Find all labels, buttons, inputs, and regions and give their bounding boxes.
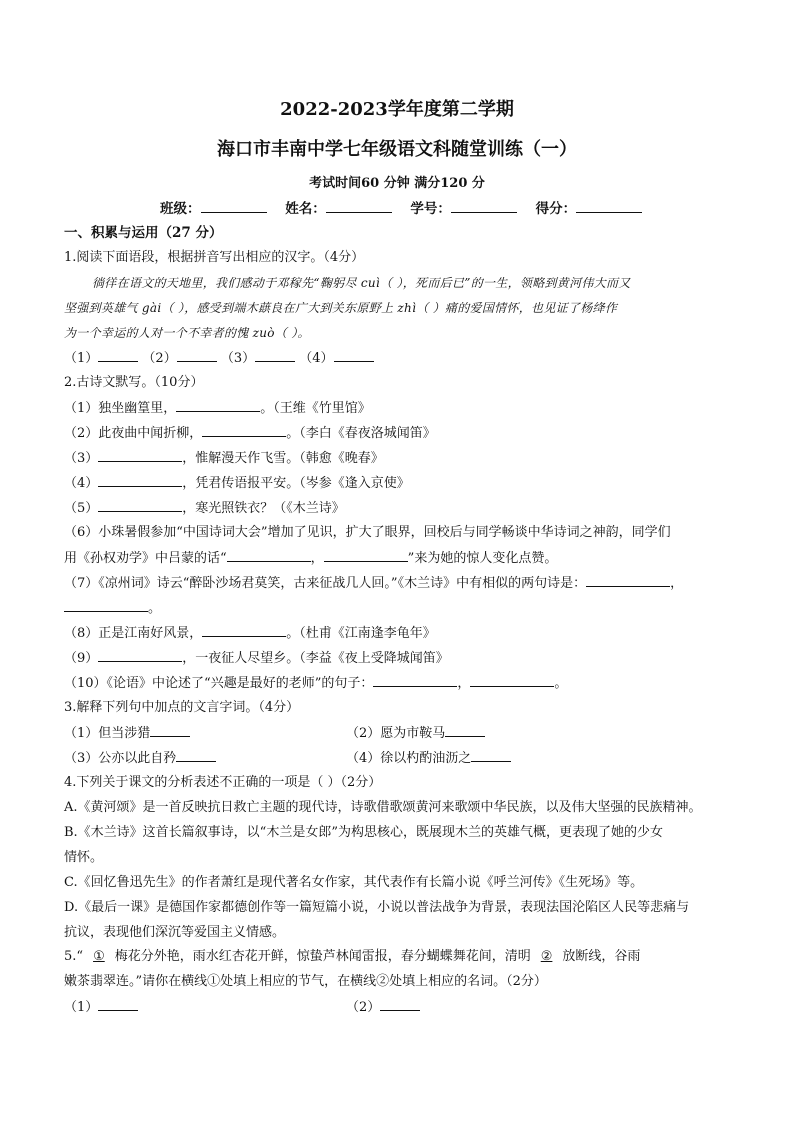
q2-item-text: ， [670, 576, 684, 591]
student-info-fields [160, 200, 656, 218]
q2-item-text: 用《孙权劝学》中吕蒙的话“ [64, 551, 227, 566]
q5-blank-1[interactable]: ① [93, 949, 105, 964]
q2-item6-text: （6）小珠暑假参加“中国诗词大会”增加了见识，扩大了眼界，回校后与同学畅谈中华诗词之神韵，同学们 [64, 525, 671, 540]
q2-item-text: ，寒光照铁衣？（《木兰诗》 [182, 501, 345, 516]
exam-title-school: 海口市丰南中学七年级语文科随堂训练（一） [217, 139, 577, 160]
q2-answer-blank[interactable] [98, 649, 182, 662]
q1-answer-blank[interactable] [98, 349, 138, 362]
q2-item [64, 649, 449, 668]
q2-item-text: ，一夜征人尽望乡。（李益《夜上受降城闻笛》 [182, 651, 449, 666]
class-label: 班级： [160, 201, 201, 217]
q2-answer-blank[interactable] [586, 574, 670, 587]
name-blank[interactable] [326, 200, 392, 213]
class-blank[interactable] [201, 200, 267, 213]
q5-blank-2[interactable]: ② [540, 949, 553, 964]
score-label: 得分： [535, 201, 577, 217]
q2-item [64, 624, 436, 643]
q2-item [64, 424, 436, 443]
q1-passage-line: 坚强到英雄气 gài（ ），感受到端木蕻良在广大到关东原野上 zhì（ ）痛的爱国情怀，也见证了杨绛作 [64, 301, 618, 315]
q2-item-text: （7）《凉州词》诗云“醉卧沙场君莫笑，古来征战几人回。”《木兰诗》中有相似的两句诗是： [64, 576, 587, 591]
q3-item [346, 749, 511, 768]
q2-item7-line2 [64, 599, 161, 618]
exam-title-year: 2022-2023学年度第二学期 [280, 99, 514, 120]
q1-blank-label: （2） [142, 351, 177, 366]
q5-blank-label: （1） [64, 1000, 99, 1015]
q1-answer-blank[interactable] [255, 349, 295, 362]
q2-answer-blank[interactable] [227, 549, 311, 562]
q1-blank-label: （4） [299, 351, 334, 366]
q5-line2: 嫩茶翡翠连。”请你在横线①处填上相应的节气，在横线②处填上相应的名词。（2分） [64, 974, 547, 989]
q1-answer-blank[interactable] [177, 349, 217, 362]
q2-item-text: ”来为她的惊人变化点赞。 [407, 551, 558, 566]
score-blank[interactable] [576, 200, 642, 213]
q2-answer-blank[interactable] [98, 499, 182, 512]
q2-item [64, 474, 410, 493]
q2-item [64, 499, 345, 518]
exam-info: 考试时间60 分钟 满分120 分 [309, 176, 485, 191]
q3-answer-blank[interactable] [471, 749, 511, 762]
q2-answer-blank[interactable] [373, 674, 457, 687]
q2-answer-blank[interactable] [98, 474, 182, 487]
q3-item-text: （2）愿为市鞍马 [346, 726, 446, 741]
q1-blank-label: （1） [64, 351, 99, 366]
q2-item [64, 399, 371, 418]
q2-item-text: （3） [64, 451, 99, 466]
q3-item [64, 724, 190, 743]
q2-item-text: ， [457, 676, 471, 691]
q2-answer-blank[interactable] [64, 599, 148, 612]
q2-item-text: ， [310, 551, 324, 566]
q3-answer-blank[interactable] [150, 724, 190, 737]
q2-item-text: 。（王维《竹里馆》 [260, 401, 371, 416]
q2-answer-blank[interactable] [324, 549, 408, 562]
student-id-blank[interactable] [451, 200, 517, 213]
q3-item [64, 749, 216, 768]
q2-item [64, 449, 384, 468]
q4-option-d[interactable]: D.《最后一课》是德国作家都德创作等一篇短篇小说，小说以普法战争为背景，表现法国沦陷区人民等悲痛与 [64, 900, 690, 915]
q3-stem: 3.解释下列句中加点的文言字词。（4分） [64, 700, 300, 715]
q3-item-text: （4）徐以杓酌油沥之 [346, 751, 472, 766]
q2-item-text: （10）《论语》中论述了“兴趣是最好的老师”的句子： [64, 676, 374, 691]
q3-answer-blank[interactable] [176, 749, 216, 762]
q2-answer-blank[interactable] [202, 624, 286, 637]
q2-answer-blank[interactable] [470, 674, 554, 687]
q5-text: 放断线，谷雨 [562, 949, 641, 964]
q4-option-c[interactable]: C.《回忆鲁迅先生》的作者萧红是现代著名女作家，其代表作有长篇小说《呼兰河传》《生死场》等。 [64, 875, 644, 890]
q5-answer-blank[interactable] [98, 998, 138, 1011]
q5-answer-blank[interactable] [380, 998, 420, 1011]
section-heading: 一、积累与运用（27 分） [64, 225, 223, 241]
q2-item-text: （9） [64, 651, 99, 666]
q5-answer [64, 998, 138, 1017]
q3-item-text: （3）公亦以此自矜 [64, 751, 177, 766]
name-label: 姓名： [285, 201, 326, 217]
q5-blank-label: （2） [346, 1000, 381, 1015]
q2-item-text: 。 [148, 601, 162, 616]
q3-answer-blank[interactable] [445, 724, 485, 737]
q2-item-text: （8）正是江南好风景， [64, 626, 203, 641]
q1-passage-line: 徜徉在语文的天地里，我们感动于邓稼先“鞠躬尽 cuì（ ），死而后已”的一生，领略到黄河伟大而又 [92, 276, 631, 290]
q2-item6-line2 [64, 549, 557, 568]
q4-option-d-cont: 抗议，表现他们深沉等爱国主义情感。 [64, 925, 286, 940]
q2-item-text: （5） [64, 501, 99, 516]
q2-item [64, 674, 567, 693]
q4-option-b-cont: 情怀。 [64, 850, 104, 865]
q5-text: 梅花分外艳，雨水红杏花开鲜，惊蛰芦林闻雷报，春分蝴蝶舞花间，清明 [114, 949, 531, 964]
q4-stem: 4.下列关于课文的分析表述不正确的一项是（ ）（2分） [64, 775, 382, 790]
q2-item-text: （1）独坐幽篁里， [64, 401, 177, 416]
q2-item-text: 。（李白《春夜洛城闻笛》 [286, 426, 436, 441]
q2-answer-blank[interactable] [176, 399, 260, 412]
q5-line1 [64, 948, 640, 966]
q2-stem: 2.古诗文默写。（10分） [64, 375, 204, 390]
q2-item-text: ，凭君传语报平安。（岑参《逢入京使》 [182, 476, 410, 491]
q2-item-text: ，惟解漫天作飞雪。（韩愈《晚春》 [182, 451, 384, 466]
q1-answer-blank[interactable] [334, 349, 374, 362]
q2-answer-blank[interactable] [98, 449, 182, 462]
q5-answer [346, 998, 420, 1017]
q2-answer-blank[interactable] [202, 424, 286, 437]
q1-passage-line: 为一个幸运的人对一个不幸者的愧 zuò（ ）。 [64, 326, 310, 340]
q1-blank-label: （3） [220, 351, 256, 366]
q2-item-text: 。 [554, 676, 568, 691]
student-id-label: 学号： [410, 201, 451, 217]
q1-stem: 1.阅读下面语段，根据拼音写出相应的汉字。（4分） [64, 250, 365, 265]
q3-item-text: （1）但当涉猎 [64, 726, 151, 741]
q2-item-text: 。（杜甫《江南逢李龟年》 [286, 626, 436, 641]
q1-answer-row [64, 349, 374, 368]
q4-option-b[interactable]: B.《木兰诗》这首长篇叙事诗，以“木兰是女郎”为构思核心，既展现木兰的英雄气概，更表现了她的少女 [64, 825, 663, 840]
q4-option-a[interactable]: A.《黄河颂》是一首反映抗日救亡主题的现代诗，诗歌借歌颂黄河来歌颂中华民族，以及伟大坚强的民族精神。 [64, 800, 702, 815]
q2-item-text: （4） [64, 476, 99, 491]
q5-text: 5.“ [64, 949, 84, 964]
q2-item-text: （2）此夜曲中闻折柳， [64, 426, 203, 441]
q2-item7-line1 [64, 574, 683, 593]
q3-item [346, 724, 485, 743]
